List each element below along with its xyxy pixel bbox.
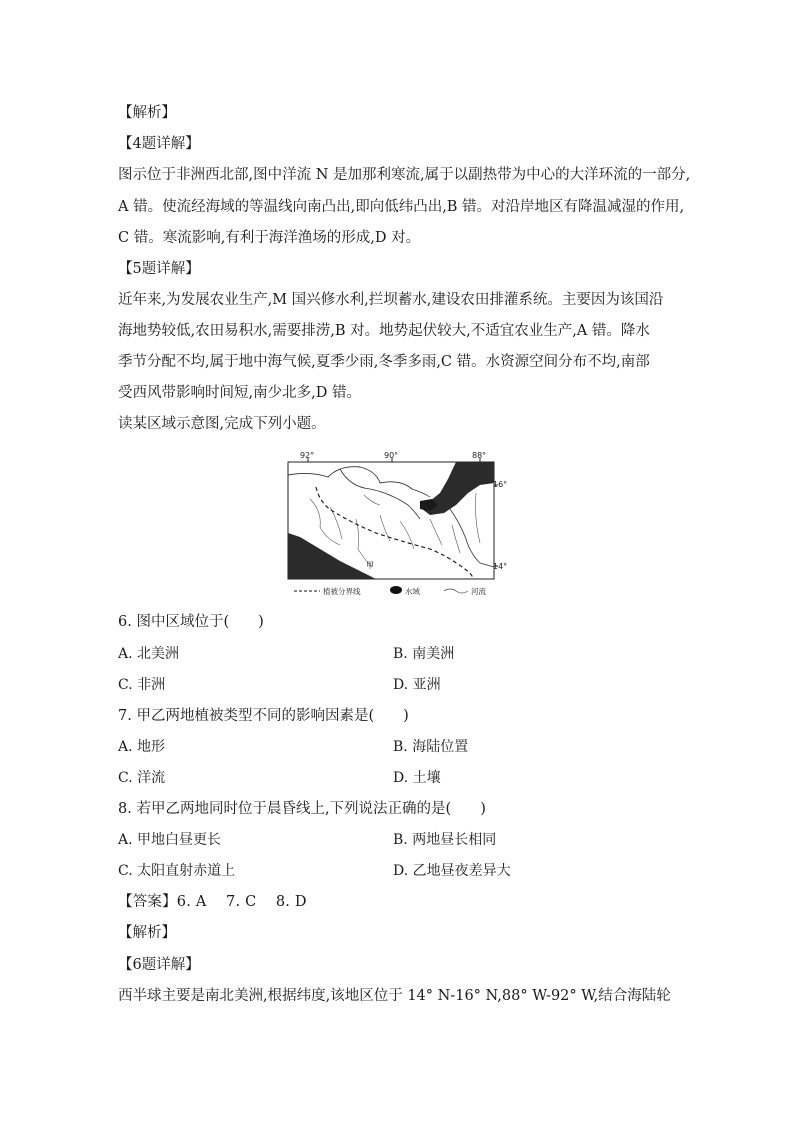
lat-16-label: 16° — [493, 480, 508, 489]
place-yi: 乙 — [427, 490, 435, 499]
q8-option-c[interactable]: C. 太阳直射赤道上 — [118, 863, 236, 879]
legend-river-swatch — [444, 589, 468, 593]
lon-92-label: 92° — [300, 451, 315, 460]
q4-detail-heading: 【4题详解】 — [118, 136, 200, 152]
q4-line-1: 图示位于非洲西北部,图中洋流 N 是加那利寒流,属于以副热带为中心的大洋环流的一部分, — [118, 167, 691, 183]
question-6: 6. 图中区域位于( ) — [118, 614, 264, 630]
legend-boundary-text: 植被分界线 — [323, 587, 361, 596]
q5-line-1: 近年来,为发展农业生产,M 国兴修水利,拦坝蓄水,建设农田排灌系统。主要因为该国沿 — [118, 292, 664, 308]
legend-water-swatch — [390, 586, 402, 594]
legend-water-text: 水域 — [405, 587, 420, 596]
place-jia: 甲 — [366, 561, 374, 570]
q7-option-b[interactable]: B. 海陆位置 — [393, 739, 469, 755]
q7-option-c[interactable]: C. 洋流 — [118, 770, 166, 786]
lon-90-label: 90° — [384, 451, 399, 460]
q7-option-d[interactable]: D. 土壤 — [393, 770, 441, 786]
q4-line-3: C 错。寒流影响,有利于海洋渔场的形成,D 对。 — [118, 230, 421, 246]
q6-line-1: 西半球主要是南北美洲,根据纬度,该地区位于 14° N-16° N,88° W-92° W,结合海陆轮 — [118, 988, 671, 1004]
q5-line-2: 海地势较低,农田易积水,需要排涝,B 对。地势起伏较大,不适宜农业生产,A 错。降水 — [118, 323, 650, 339]
question-8: 8. 若甲乙两地同时位于晨昏线上,下列说法正确的是( ) — [118, 801, 486, 817]
legend-river-text: 河流 — [471, 587, 486, 596]
q6-option-d[interactable]: D. 亚洲 — [393, 677, 441, 693]
q5-detail-heading: 【5题详解】 — [118, 261, 200, 277]
q4-line-2: A 错。使流经海域的等温线向南凸出,即向低纬凸出,B 错。对沿岸地区有降温减湿的作用, — [118, 199, 685, 215]
analysis-heading: 【解析】 — [118, 105, 176, 121]
q6-option-b[interactable]: B. 南美洲 — [393, 646, 455, 662]
lon-88-label: 88° — [472, 451, 487, 460]
q6-option-c[interactable]: C. 非洲 — [118, 677, 166, 693]
q8-option-a[interactable]: A. 甲地白昼更长 — [118, 832, 222, 848]
q6-detail-heading: 【6题详解】 — [118, 957, 200, 973]
map-intro: 读某区域示意图,完成下列小题。 — [118, 416, 326, 432]
q8-option-d[interactable]: D. 乙地昼夜差异大 — [393, 863, 511, 879]
q5-line-3: 季节分配不均,属于地中海气候,夏季少雨,冬季多雨,C 错。水资源空间分布不均,南部 — [118, 354, 650, 370]
q7-option-a[interactable]: A. 地形 — [118, 739, 166, 755]
region-map — [280, 449, 508, 599]
answer-line: 【答案】6. A 7. C 8. D — [118, 894, 307, 910]
q6-option-a[interactable]: A. 北美洲 — [118, 646, 180, 662]
question-7: 7. 甲乙两地植被类型不同的影响因素是( ) — [118, 708, 409, 724]
q5-line-4: 受西风带影响时间短,南少北多,D 错。 — [118, 385, 361, 401]
analysis-heading-2: 【解析】 — [118, 925, 176, 941]
q8-option-b[interactable]: B. 两地昼长相同 — [393, 832, 497, 848]
lat-14-label: 14° — [493, 562, 508, 571]
